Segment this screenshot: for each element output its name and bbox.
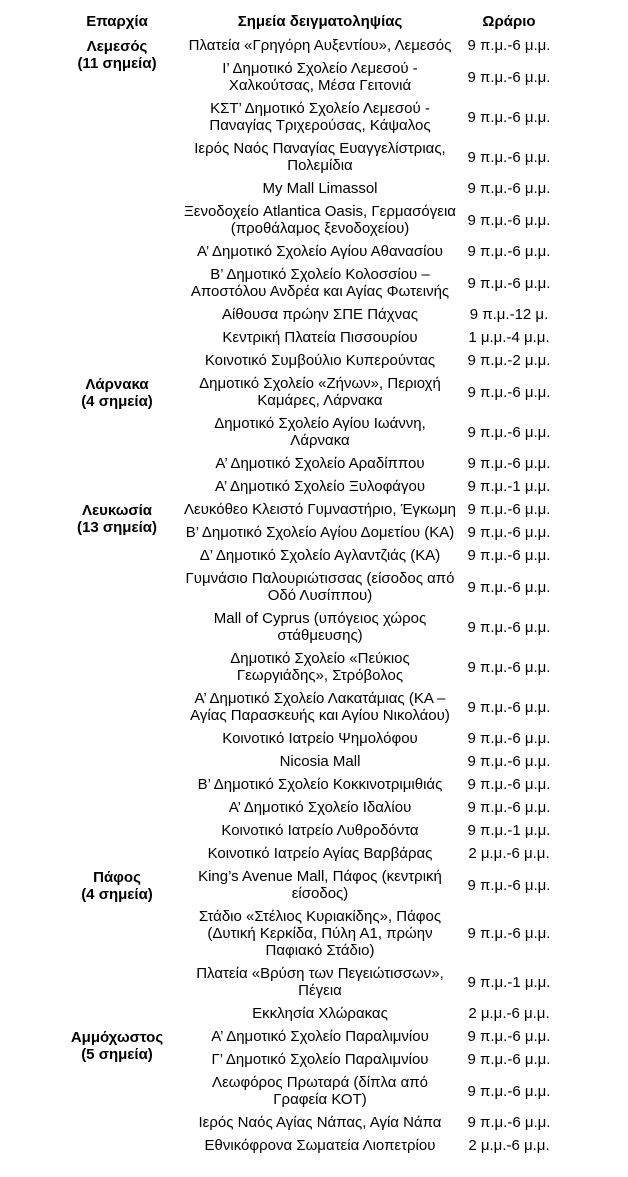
table-body: [52, 34, 560, 1157]
sampling-point-cell: Κοινοτικό Ιατρείο Λυθροδόντα: [221, 822, 419, 839]
sampling-point-cell: King’s Avenue Mall, Πάφος (κεντρική είσοδος): [198, 868, 442, 902]
hours-cell: 9 π.μ.-6 μ.μ.: [467, 524, 551, 541]
sampling-point-cell: Εθνικόφρονα Σωματεία Λιοπετρίου: [204, 1137, 436, 1154]
sampling-point-cell: Κοινοτικό Ιατρείο Αγίας Βαρβάρας: [207, 845, 433, 862]
hours-cell: 9 π.μ.-6 μ.μ.: [467, 243, 551, 260]
sampling-point-cell: Α’ Δημοτικό Σχολείο Ξυλοφάγου: [214, 478, 426, 495]
hours-cell: 9 π.μ.-6 μ.μ.: [467, 37, 551, 54]
hours-cell: 2 μ.μ.-6 μ.μ.: [468, 1005, 550, 1022]
hours-cell: 9 π.μ.-6 μ.μ.: [467, 383, 551, 401]
header-province: Επαρχία: [86, 13, 148, 30]
hours-cell: 9 π.μ.-12 μ.: [469, 306, 549, 323]
sampling-point-cell: Α’ Δημοτικό Σχολείο Αγίου Αθανασίου: [196, 243, 443, 260]
hours-cell: 1 μ.μ.-4 μ.μ.: [468, 329, 550, 346]
province-count: (5 σημεία): [81, 1046, 153, 1063]
province-name: Πάφος: [93, 869, 141, 886]
hours-cell: 9 π.μ.-1 μ.μ.: [467, 822, 551, 839]
table-row: [52, 1025, 560, 1048]
sampling-points-table: [52, 10, 560, 1157]
sampling-point-cell: Γ’ Δημοτικό Σχολείο Παραλιμνίου: [211, 1051, 429, 1068]
hours-cell: 9 π.μ.-6 μ.μ.: [467, 658, 551, 676]
sampling-point-cell: Εκκλησία Χλώρακας: [252, 1005, 388, 1022]
sampling-point-cell: Ι’ Δημοτικό Σχολείο Λεμεσού - Χαλκούτσας, Μέσα Γειτονιά: [222, 60, 418, 94]
hours-cell: 9 π.μ.-2 μ.μ.: [467, 352, 551, 369]
table-row: [52, 372, 560, 412]
table-row: [52, 34, 560, 57]
sampling-point-cell: Β’ Δημοτικό Σχολείο Αγίου Δομετίου (ΚΑ): [185, 524, 455, 541]
hours-cell: 9 π.μ.-6 μ.μ.: [467, 1082, 551, 1100]
province-count: (4 σημεία): [81, 886, 153, 903]
province-name: Λάρνακα: [85, 376, 149, 393]
hours-cell: 9 π.μ.-6 μ.μ.: [467, 876, 551, 894]
hours-cell: 9 π.μ.-6 μ.μ.: [467, 501, 551, 518]
province-name: Λεμεσός: [86, 38, 148, 55]
hours-cell: 9 π.μ.-6 μ.μ.: [467, 698, 551, 716]
sampling-point-cell: Α’ Δημοτικό Σχολείο Αραδίππου: [215, 455, 425, 472]
province-count: (4 σημεία): [81, 393, 153, 410]
sampling-point-cell: Αίθουσα πρώην ΣΠΕ Πάχνας: [222, 306, 418, 323]
hours-cell: 9 π.μ.-6 μ.μ.: [467, 423, 551, 441]
sampling-point-cell: Λεωφόρος Πρωταρά (δίπλα από Γραφεία ΚΟΤ): [212, 1074, 428, 1108]
province-cell: [52, 1025, 182, 1157]
hours-cell: 9 π.μ.-6 μ.μ.: [467, 1028, 551, 1045]
sampling-point-cell: Κοινοτικό Συμβούλιο Κυπερούντας: [204, 352, 436, 369]
sampling-point-cell: Ιερός Ναός Αγίας Νάπας, Αγία Νάπα: [198, 1114, 442, 1131]
hours-cell: 9 π.μ.-6 μ.μ.: [467, 925, 551, 942]
province-cell: [52, 498, 182, 865]
sampling-point-cell: Δημοτικό Σχολείο «Ζήνων», Περιοχή Καμάρες, Λάρνακα: [199, 375, 441, 409]
header-hours: Ωράριο: [482, 13, 536, 30]
hours-cell: 9 π.μ.-6 μ.μ.: [467, 547, 551, 564]
sampling-point-cell: Ξενοδοχείο Atlantica Oasis, Γερμασόγεια (προθάλαμος ξενοδοχείου): [184, 203, 456, 237]
hours-cell: 9 π.μ.-1 μ.μ.: [467, 973, 551, 991]
hours-cell: 9 π.μ.-6 μ.μ.: [467, 776, 551, 793]
hours-cell: 9 π.μ.-6 μ.μ.: [467, 730, 551, 747]
hours-cell: 9 π.μ.-6 μ.μ.: [467, 148, 551, 166]
hours-cell: 9 π.μ.-6 μ.μ.: [467, 211, 551, 229]
sampling-point-cell: Nicosia Mall: [279, 753, 361, 770]
province-name: Αμμόχωστος: [70, 1029, 164, 1046]
hours-cell: 9 π.μ.-6 μ.μ.: [467, 1114, 551, 1131]
hours-cell: 2 μ.μ.-6 μ.μ.: [468, 845, 550, 862]
province-count: (13 σημεία): [77, 519, 157, 536]
table-row: [52, 498, 560, 521]
sampling-point-cell: Γυμνάσιο Παλουριώτισσας (είσοδος από Οδό Λυσίππου): [185, 570, 455, 604]
sampling-point-cell: Β’ Δημοτικό Σχολείο Κολοσσίου – Αποστόλου Ανδρέα και Αγίας Φωτεινής: [190, 266, 450, 300]
sampling-point-cell: Κοινοτικό Ιατρείο Ψημολόφου: [222, 730, 418, 747]
sampling-point-cell: Δημοτικό Σχολείο «Πεύκιος Γεωργιάδης», Στρόβολος: [230, 650, 410, 684]
sampling-point-cell: Δ’ Δημοτικό Σχολείο Αγλαντζιάς (ΚΑ): [199, 547, 441, 564]
hours-cell: 9 π.μ.-1 μ.μ.: [467, 478, 551, 495]
hours-cell: 9 π.μ.-6 μ.μ.: [467, 68, 551, 86]
table-row: [52, 865, 560, 905]
header-row: [52, 10, 560, 34]
sampling-point-cell: Β’ Δημοτικό Σχολείο Κοκκινοτριμιθιάς: [197, 776, 443, 793]
hours-cell: 9 π.μ.-6 μ.μ.: [467, 1051, 551, 1068]
sampling-point-cell: Ιερός Ναός Παναγίας Ευαγγελίστριας, Πολεμίδια: [194, 140, 446, 174]
sampling-point-cell: Πλατεία «Βρύση των Πεγειώτισσων», Πέγεια: [196, 965, 444, 999]
sampling-point-cell: My Mall Limassol: [262, 180, 378, 197]
sampling-point-cell: ΚΣΤ’ Δημοτικό Σχολείο Λεμεσού - Παναγίας Τριχερούσας, Κάψαλος: [209, 100, 431, 134]
sampling-point-cell: Α’ Δημοτικό Σχολείο Λακατάμιας (ΚΑ – Αγίας Παρασκευής και Αγίου Νικολάου): [190, 690, 450, 724]
hours-cell: 9 π.μ.-6 μ.μ.: [467, 753, 551, 770]
hours-cell: 9 π.μ.-6 μ.μ.: [467, 578, 551, 596]
hours-cell: 2 μ.μ.-6 μ.μ.: [468, 1137, 550, 1154]
header-sampling-points: Σημεία δειγματοληψίας: [237, 13, 403, 30]
hours-cell: 9 π.μ.-6 μ.μ.: [467, 618, 551, 636]
province-cell: [52, 34, 182, 372]
province-count: (11 σημεία): [77, 55, 157, 72]
hours-cell: 9 π.μ.-6 μ.μ.: [467, 274, 551, 292]
hours-cell: 9 π.μ.-6 μ.μ.: [467, 799, 551, 816]
sampling-point-cell: Δημοτικό Σχολείο Αγίου Ιωάννη, Λάρνακα: [214, 415, 426, 449]
hours-cell: 9 π.μ.-6 μ.μ.: [467, 108, 551, 126]
hours-cell: 9 π.μ.-6 μ.μ.: [467, 180, 551, 197]
province-name: Λευκωσία: [81, 502, 153, 519]
province-cell: [52, 865, 182, 1025]
sampling-point-cell: Πλατεία «Γρηγόρη Αυξεντίου», Λεμεσός: [188, 37, 452, 54]
province-cell: [52, 372, 182, 498]
sampling-point-cell: Α’ Δημοτικό Σχολείο Παραλιμνίου: [211, 1028, 429, 1045]
sampling-point-cell: Στάδιο «Στέλιος Κυριακίδης», Πάφος (Δυτική Κερκίδα, Πύλη Α1, πρώην Παφιακό Στάδιο): [198, 908, 442, 959]
sampling-point-cell: Α’ Δημοτικό Σχολείο Ιδαλίου: [228, 799, 412, 816]
sampling-point-cell: Λευκόθεο Κλειστό Γυμναστήριο, Έγκωμη: [184, 501, 456, 518]
sampling-point-cell: Mall of Cyprus (υπόγειος χώρος στάθμευσης): [213, 610, 427, 644]
sampling-point-cell: Κεντρική Πλατεία Πισσουρίου: [222, 329, 418, 346]
hours-cell: 9 π.μ.-6 μ.μ.: [467, 455, 551, 472]
